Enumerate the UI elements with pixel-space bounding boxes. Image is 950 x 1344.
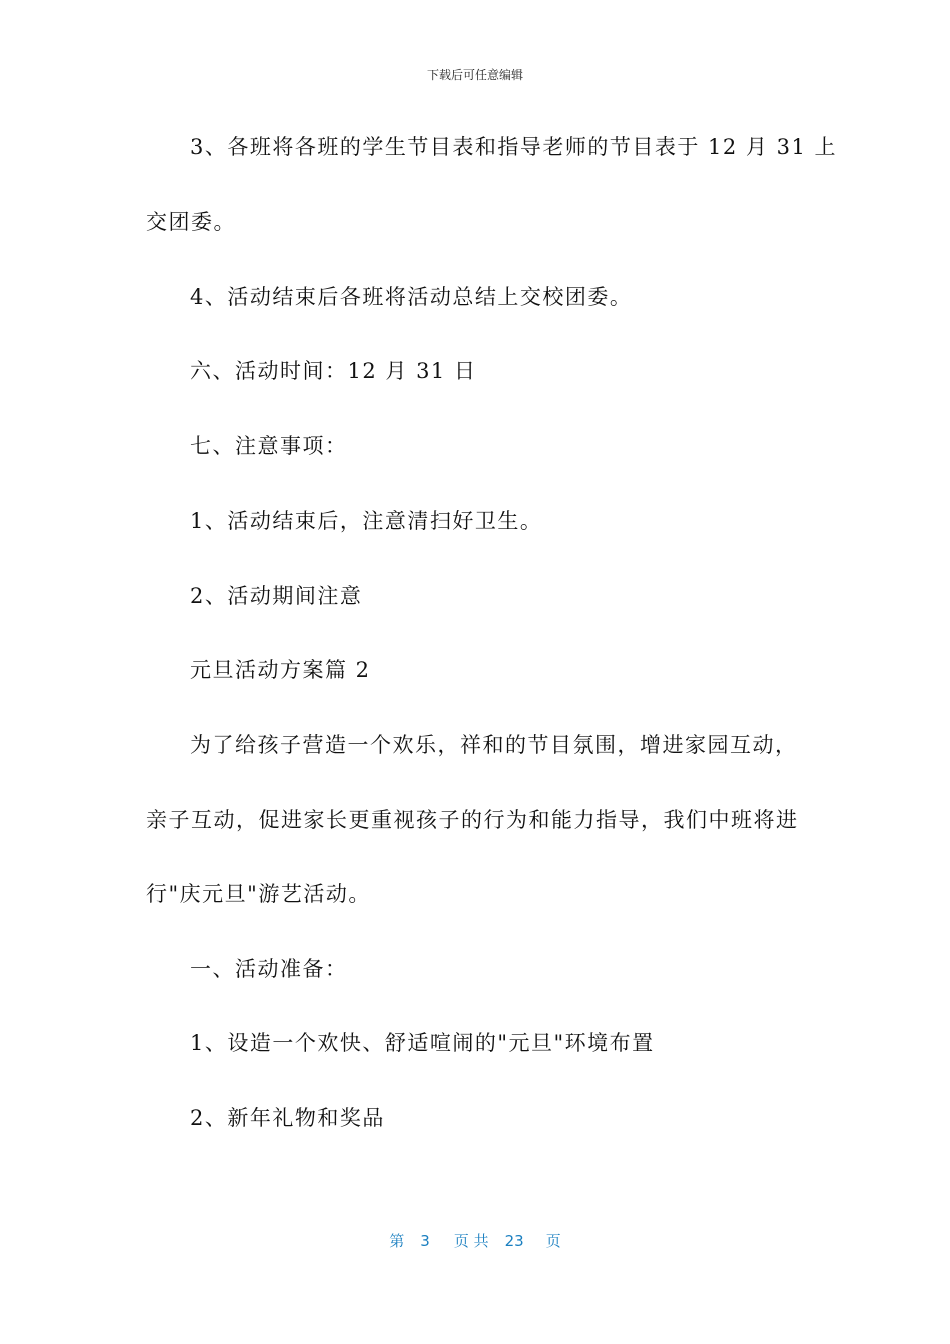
footer-current-page: 3 [420, 1232, 430, 1250]
paragraph-line: 2、新年礼物和奖品 [190, 1106, 385, 1130]
paragraph-line: 1、活动结束后，注意清扫好卫生。 [190, 509, 543, 533]
paragraph-line: 交团委。 [146, 210, 236, 234]
section-heading: 七、注意事项： [190, 434, 348, 458]
paragraph-line: 3、各班将各班的学生节目表和指导老师的节目表于 12 月 31 上 [190, 135, 838, 159]
paragraph-line: 为了给孩子营造一个欢乐，祥和的节目氛围，增进家园互动， [190, 733, 798, 757]
page-footer [0, 1230, 950, 1251]
section-title: 元旦活动方案篇 2 [190, 658, 371, 682]
paragraph-line: 行"庆元旦"游艺活动。 [146, 882, 371, 906]
footer-page-mid: 页 共 [453, 1232, 489, 1250]
section-heading: 一、活动准备： [190, 957, 348, 981]
footer-page-prefix: 第 [389, 1232, 405, 1250]
paragraph-line: 亲子互动，促进家长更重视孩子的行为和能力指导，我们中班将进 [146, 808, 799, 832]
footer-page-suffix: 页 [545, 1232, 561, 1250]
section-heading: 六、活动时间：12 月 31 日 [190, 359, 477, 383]
paragraph-line: 4、活动结束后各班将活动总结上交校团委。 [190, 285, 633, 309]
paragraph-line: 2、活动期间注意 [190, 584, 363, 608]
footer-total-pages: 23 [504, 1232, 524, 1250]
header-note: 下载后可任意编辑 [426, 68, 523, 82]
paragraph-line: 1、设造一个欢快、舒适喧闹的"元旦"环境布置 [190, 1031, 655, 1055]
